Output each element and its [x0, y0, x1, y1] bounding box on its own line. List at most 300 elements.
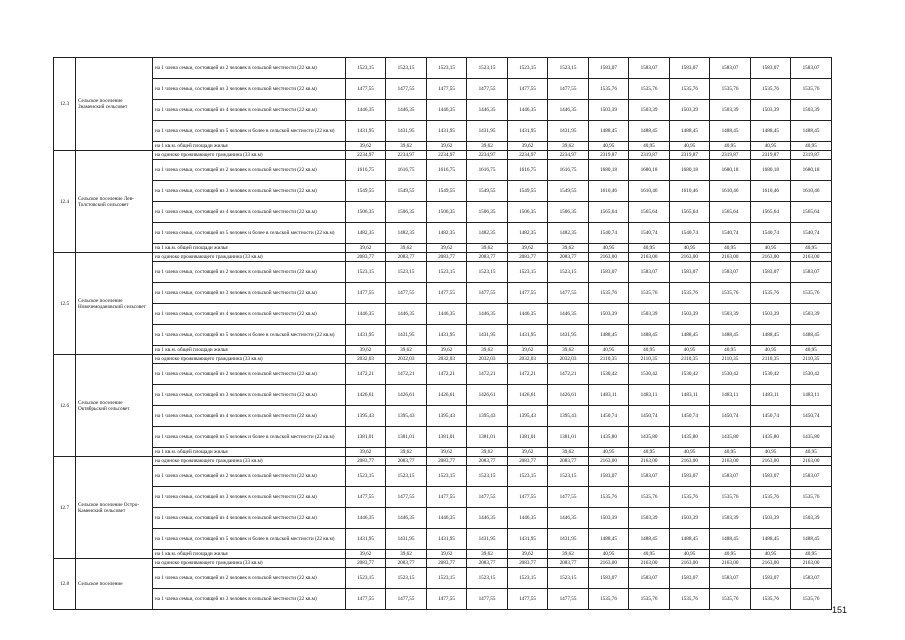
value-cell: 1435,80: [629, 427, 670, 448]
value-cell: 1583,07: [629, 466, 670, 487]
value-cell: 1535,76: [710, 487, 751, 508]
value-cell: 39,62: [346, 550, 386, 559]
value-cell: 1610,46: [670, 181, 710, 202]
value-cell: 2163,00: [791, 457, 832, 466]
value-cell: 1523,15: [508, 58, 548, 79]
value-cell: 1450,74: [670, 406, 710, 427]
table-row: [54, 448, 832, 457]
value-cell: 1477,55: [386, 589, 427, 610]
value-cell: 1535,76: [751, 283, 791, 304]
value-cell: 40,95: [670, 142, 710, 151]
value-cell: 40,95: [751, 142, 791, 151]
row-description: на 1 члена семьи, состоящей из 3 человек в сельской местности (22 кв.м): [153, 487, 346, 508]
value-cell: 1506,35: [427, 202, 467, 223]
value-cell: 1549,55: [467, 181, 508, 202]
value-cell: 1472,21: [548, 364, 589, 385]
row-description: на 1 члена семьи, состоящей из 2 человек в сельской местности (22 кв.м): [153, 58, 346, 79]
value-cell: 1535,76: [629, 589, 670, 610]
value-cell: 1523,15: [508, 466, 548, 487]
value-cell: 1446,35: [427, 508, 467, 529]
value-cell: 40,95: [670, 550, 710, 559]
table-row: [54, 568, 832, 589]
value-cell: 1450,74: [589, 406, 629, 427]
table-row: [54, 253, 832, 262]
tariff-table-page: [53, 57, 832, 610]
value-cell: 1488,45: [791, 529, 832, 550]
value-cell: 1431,95: [508, 529, 548, 550]
value-cell: 2083,77: [548, 457, 589, 466]
value-cell: 1523,15: [467, 568, 508, 589]
value-cell: 1523,15: [346, 466, 386, 487]
value-cell: 1446,35: [386, 100, 427, 121]
value-cell: 1535,76: [670, 589, 710, 610]
value-cell: 1472,21: [346, 364, 386, 385]
value-cell: 1488,45: [589, 529, 629, 550]
value-cell: 2083,77: [386, 253, 427, 262]
value-cell: 1616,75: [467, 160, 508, 181]
table-row: [54, 79, 832, 100]
value-cell: 1523,15: [346, 568, 386, 589]
row-description: на 1 кв.м. общей площади жилья: [153, 550, 346, 559]
value-cell: 1431,95: [467, 529, 508, 550]
district-name: Сельское поселение Новочемодановский сельсовет: [76, 253, 153, 355]
value-cell: 1503,39: [791, 100, 832, 121]
value-cell: 1535,76: [791, 487, 832, 508]
table-row: [54, 142, 832, 151]
value-cell: 1523,15: [427, 568, 467, 589]
value-cell: 1535,76: [710, 79, 751, 100]
value-cell: 2083,77: [427, 253, 467, 262]
value-cell: 2083,77: [386, 559, 427, 568]
value-cell: 1523,15: [427, 262, 467, 283]
value-cell: 1446,35: [467, 508, 508, 529]
value-cell: 1506,35: [467, 202, 508, 223]
value-cell: 1530,42: [589, 364, 629, 385]
value-cell: 1503,39: [710, 304, 751, 325]
value-cell: 1523,15: [427, 58, 467, 79]
value-cell: 1483,11: [710, 385, 751, 406]
table-row: [54, 550, 832, 559]
value-cell: 1477,55: [346, 487, 386, 508]
value-cell: 1488,45: [629, 529, 670, 550]
value-cell: 1472,21: [427, 364, 467, 385]
value-cell: 1446,35: [548, 304, 589, 325]
value-cell: 1446,35: [346, 304, 386, 325]
value-cell: 1477,55: [427, 283, 467, 304]
value-cell: 1549,55: [508, 181, 548, 202]
value-cell: 39,62: [427, 550, 467, 559]
value-cell: 1482,35: [508, 223, 548, 244]
value-cell: 1535,76: [670, 487, 710, 508]
value-cell: 1477,55: [548, 589, 589, 610]
value-cell: 1523,15: [508, 262, 548, 283]
value-cell: 2163,00: [710, 457, 751, 466]
value-cell: 1431,95: [508, 121, 548, 142]
value-cell: 39,62: [548, 550, 589, 559]
value-cell: 39,62: [467, 244, 508, 253]
value-cell: 2319,87: [629, 151, 670, 160]
value-cell: 1446,35: [386, 304, 427, 325]
value-cell: 1503,39: [629, 508, 670, 529]
value-cell: 2163,00: [710, 253, 751, 262]
value-cell: 1503,39: [710, 508, 751, 529]
value-cell: 1523,15: [346, 58, 386, 79]
value-cell: 1535,76: [589, 283, 629, 304]
value-cell: 2163,00: [670, 253, 710, 262]
value-cell: 1523,15: [467, 262, 508, 283]
value-cell: 1680,18: [629, 160, 670, 181]
value-cell: 2110,35: [791, 355, 832, 364]
value-cell: 39,62: [548, 244, 589, 253]
value-cell: 1381,01: [548, 427, 589, 448]
value-cell: 2163,00: [589, 457, 629, 466]
value-cell: 1523,15: [548, 58, 589, 79]
value-cell: 40,95: [710, 550, 751, 559]
value-cell: 2163,00: [710, 559, 751, 568]
value-cell: 1395,43: [467, 406, 508, 427]
value-cell: 40,95: [589, 244, 629, 253]
value-cell: 1435,80: [589, 427, 629, 448]
value-cell: 40,95: [629, 244, 670, 253]
table-body: [54, 58, 832, 610]
value-cell: 1488,45: [670, 529, 710, 550]
value-cell: 1381,01: [427, 427, 467, 448]
row-description: на 1 члена семьи, состоящей из 2 человек в сельской местности (22 кв.м): [153, 364, 346, 385]
value-cell: 39,62: [346, 346, 386, 355]
district-name: Сельское поселение Октябрьский сельсовет: [76, 355, 153, 457]
value-cell: 1583,07: [791, 568, 832, 589]
value-cell: 1426,61: [346, 385, 386, 406]
value-cell: 40,95: [791, 448, 832, 457]
value-cell: 40,95: [629, 448, 670, 457]
table-row: [54, 304, 832, 325]
value-cell: 1549,55: [386, 181, 427, 202]
value-cell: 1549,55: [346, 181, 386, 202]
value-cell: 1395,43: [508, 406, 548, 427]
value-cell: 1616,75: [427, 160, 467, 181]
value-cell: 1431,95: [427, 121, 467, 142]
value-cell: 1535,76: [751, 589, 791, 610]
value-cell: 1435,80: [791, 427, 832, 448]
value-cell: 1431,95: [346, 121, 386, 142]
value-cell: 1530,42: [751, 364, 791, 385]
value-cell: 1482,35: [346, 223, 386, 244]
row-description: на 1 члена семьи, состоящей из 5 человек и более в сельской местности (22 кв.м): [153, 121, 346, 142]
value-cell: 2083,77: [467, 253, 508, 262]
value-cell: 1477,55: [508, 79, 548, 100]
value-cell: 1381,01: [386, 427, 427, 448]
value-cell: 1488,45: [791, 325, 832, 346]
value-cell: 1477,55: [346, 589, 386, 610]
value-cell: 2163,00: [751, 253, 791, 262]
value-cell: 2163,00: [589, 253, 629, 262]
section-code: 12.8: [54, 559, 76, 610]
value-cell: 1503,39: [670, 508, 710, 529]
value-cell: 1535,76: [710, 283, 751, 304]
value-cell: 2110,35: [629, 355, 670, 364]
row-description: на 1 члена семьи, состоящей из 3 человек в сельской местности (22 кв.м): [153, 589, 346, 610]
value-cell: 1477,55: [467, 283, 508, 304]
value-cell: 1523,15: [548, 262, 589, 283]
value-cell: 1482,35: [467, 223, 508, 244]
value-cell: 1426,61: [386, 385, 427, 406]
value-cell: 1680,18: [751, 160, 791, 181]
value-cell: 1523,15: [386, 262, 427, 283]
value-cell: 2319,87: [589, 151, 629, 160]
value-cell: 1503,39: [589, 100, 629, 121]
value-cell: 39,62: [508, 346, 548, 355]
table-row: [54, 559, 832, 568]
value-cell: 1472,21: [508, 364, 548, 385]
value-cell: 2110,35: [589, 355, 629, 364]
value-cell: 39,62: [386, 550, 427, 559]
table-row: [54, 283, 832, 304]
value-cell: 1535,76: [751, 487, 791, 508]
value-cell: 40,95: [751, 550, 791, 559]
row-description: на 1 члена семьи, состоящей из 4 человек в сельской местности (22 кв.м): [153, 304, 346, 325]
value-cell: 40,95: [589, 346, 629, 355]
value-cell: 1565,64: [629, 202, 670, 223]
value-cell: 1583,07: [629, 58, 670, 79]
value-cell: 2032,03: [346, 355, 386, 364]
value-cell: 40,95: [710, 346, 751, 355]
table-row: [54, 385, 832, 406]
value-cell: 1488,45: [751, 529, 791, 550]
value-cell: 2319,87: [791, 151, 832, 160]
value-cell: 1523,15: [548, 466, 589, 487]
value-cell: 1506,35: [386, 202, 427, 223]
value-cell: 1483,11: [629, 385, 670, 406]
value-cell: 1506,35: [548, 202, 589, 223]
value-cell: 1488,45: [710, 325, 751, 346]
value-cell: 1488,45: [670, 121, 710, 142]
value-cell: 2083,77: [386, 457, 427, 466]
value-cell: 2083,77: [467, 457, 508, 466]
value-cell: 1395,43: [427, 406, 467, 427]
table-row: [54, 457, 832, 466]
row-description: на 1 кв.м. общей площади жилья: [153, 142, 346, 151]
value-cell: 1610,46: [589, 181, 629, 202]
value-cell: 2163,00: [751, 559, 791, 568]
value-cell: 1446,35: [508, 304, 548, 325]
value-cell: 1431,95: [467, 121, 508, 142]
value-cell: 1477,55: [386, 79, 427, 100]
value-cell: 1549,55: [427, 181, 467, 202]
value-cell: 1530,42: [670, 364, 710, 385]
value-cell: 1431,95: [548, 325, 589, 346]
value-cell: 2319,87: [710, 151, 751, 160]
value-cell: 2083,77: [548, 253, 589, 262]
row-description: на одиноко проживающего гражданина (33 кв.м): [153, 559, 346, 568]
table-row: [54, 487, 832, 508]
value-cell: 1535,76: [629, 283, 670, 304]
value-cell: 1446,35: [346, 508, 386, 529]
value-cell: 1477,55: [548, 487, 589, 508]
value-cell: 1523,15: [548, 568, 589, 589]
row-description: на одиноко проживающего гражданина (33 кв.м): [153, 457, 346, 466]
row-description: на 1 члена семьи, состоящей из 5 человек и более в сельской местности (22 кв.м): [153, 529, 346, 550]
value-cell: 1477,55: [346, 79, 386, 100]
value-cell: 1477,55: [508, 487, 548, 508]
value-cell: 1426,61: [467, 385, 508, 406]
value-cell: 1583,07: [710, 466, 751, 487]
table-row: [54, 364, 832, 385]
district-name: Сельское поселение Знаменский сельсовет: [76, 58, 153, 151]
row-description: на 1 кв.м. общей площади жилья: [153, 346, 346, 355]
value-cell: 1503,39: [791, 304, 832, 325]
section-code: 12.6: [54, 355, 76, 457]
value-cell: 39,62: [427, 448, 467, 457]
row-description: на 1 члена семьи, состоящей из 5 человек и более в сельской местности (22 кв.м): [153, 223, 346, 244]
value-cell: 1381,01: [346, 427, 386, 448]
value-cell: 1477,55: [508, 283, 548, 304]
value-cell: 1477,55: [427, 487, 467, 508]
value-cell: 1431,95: [427, 529, 467, 550]
value-cell: 2032,03: [386, 355, 427, 364]
value-cell: 1488,45: [670, 325, 710, 346]
value-cell: 39,62: [346, 142, 386, 151]
value-cell: 39,62: [548, 346, 589, 355]
value-cell: 1535,76: [629, 79, 670, 100]
table-row: [54, 325, 832, 346]
value-cell: 39,62: [508, 244, 548, 253]
value-cell: 2234,97: [346, 151, 386, 160]
value-cell: 1549,55: [548, 181, 589, 202]
row-description: на 1 члена семьи, состоящей из 4 человек в сельской местности (22 кв.м): [153, 406, 346, 427]
value-cell: 39,62: [386, 448, 427, 457]
row-description: на 1 члена семьи, состоящей из 3 человек в сельской местности (22 кв.м): [153, 385, 346, 406]
value-cell: 1535,76: [589, 487, 629, 508]
value-cell: 40,95: [751, 244, 791, 253]
value-cell: 1540,74: [629, 223, 670, 244]
value-cell: 1446,35: [427, 100, 467, 121]
section-code: 12.5: [54, 253, 76, 355]
value-cell: 39,62: [508, 142, 548, 151]
value-cell: 1583,07: [629, 262, 670, 283]
value-cell: 1535,76: [710, 589, 751, 610]
value-cell: 2234,97: [548, 151, 589, 160]
table-row: [54, 466, 832, 487]
value-cell: 1535,76: [791, 589, 832, 610]
value-cell: 1583,07: [710, 58, 751, 79]
value-cell: 1488,45: [589, 121, 629, 142]
value-cell: 1610,46: [751, 181, 791, 202]
value-cell: 1503,39: [791, 508, 832, 529]
value-cell: 2083,77: [508, 457, 548, 466]
value-cell: 1583,07: [791, 262, 832, 283]
value-cell: 40,95: [670, 244, 710, 253]
value-cell: 1483,11: [670, 385, 710, 406]
value-cell: 40,95: [791, 346, 832, 355]
value-cell: 1583,07: [670, 568, 710, 589]
value-cell: 1503,39: [710, 100, 751, 121]
value-cell: 2163,00: [791, 559, 832, 568]
value-cell: 1540,74: [751, 223, 791, 244]
district-name: Сельское поселение Остро-Каменский сельсовет: [76, 457, 153, 559]
value-cell: 1583,07: [629, 568, 670, 589]
value-cell: 40,95: [710, 142, 751, 151]
value-cell: 40,95: [710, 448, 751, 457]
value-cell: 39,62: [467, 142, 508, 151]
value-cell: 1431,95: [548, 121, 589, 142]
value-cell: 1540,74: [791, 223, 832, 244]
value-cell: 2083,77: [427, 559, 467, 568]
value-cell: 1583,07: [589, 58, 629, 79]
value-cell: 1503,39: [589, 508, 629, 529]
value-cell: 1488,45: [629, 325, 670, 346]
value-cell: 1523,15: [427, 466, 467, 487]
value-cell: 1680,18: [670, 160, 710, 181]
value-cell: 1523,15: [346, 262, 386, 283]
value-cell: 1540,74: [589, 223, 629, 244]
value-cell: 1583,07: [751, 466, 791, 487]
row-description: на 1 члена семьи, состоящей из 3 человек в сельской местности (22 кв.м): [153, 181, 346, 202]
value-cell: 1446,35: [427, 304, 467, 325]
value-cell: 1488,45: [751, 325, 791, 346]
value-cell: 1426,61: [548, 385, 589, 406]
value-cell: 2319,87: [751, 151, 791, 160]
value-cell: 1450,74: [791, 406, 832, 427]
value-cell: 1680,18: [791, 160, 832, 181]
tariff-table: [53, 57, 832, 610]
value-cell: 1477,55: [427, 79, 467, 100]
value-cell: 1482,35: [427, 223, 467, 244]
value-cell: 40,95: [791, 550, 832, 559]
value-cell: 1523,15: [467, 58, 508, 79]
table-row: [54, 244, 832, 253]
value-cell: 39,62: [508, 550, 548, 559]
value-cell: 1488,45: [710, 529, 751, 550]
value-cell: 1535,76: [589, 589, 629, 610]
value-cell: 1583,07: [751, 262, 791, 283]
value-cell: 2163,00: [751, 457, 791, 466]
value-cell: 2163,00: [791, 253, 832, 262]
value-cell: 2083,77: [508, 253, 548, 262]
value-cell: 1680,18: [589, 160, 629, 181]
value-cell: 1450,74: [710, 406, 751, 427]
value-cell: 39,62: [346, 448, 386, 457]
row-description: на 1 члена семьи, состоящей из 3 человек в сельской местности (22 кв.м): [153, 283, 346, 304]
row-description: на 1 кв.м. общей площади жилья: [153, 448, 346, 457]
value-cell: 1583,07: [670, 262, 710, 283]
value-cell: 1446,35: [467, 304, 508, 325]
value-cell: 39,62: [386, 346, 427, 355]
value-cell: 1583,07: [670, 466, 710, 487]
value-cell: 40,95: [589, 142, 629, 151]
value-cell: 1488,45: [791, 121, 832, 142]
section-code: 12.3: [54, 58, 76, 151]
value-cell: 1446,35: [467, 100, 508, 121]
row-description: на 1 члена семьи, состоящей из 4 человек в сельской местности (22 кв.м): [153, 202, 346, 223]
value-cell: 1503,39: [670, 304, 710, 325]
row-description: на 1 кв.м. общей площади жилья: [153, 244, 346, 253]
value-cell: 40,95: [629, 550, 670, 559]
value-cell: 2163,00: [670, 559, 710, 568]
value-cell: 1426,61: [508, 385, 548, 406]
row-description: на одиноко проживающего гражданина (33 кв.м): [153, 355, 346, 364]
value-cell: 1535,76: [670, 79, 710, 100]
table-row: [54, 58, 832, 79]
row-description: на 1 члена семьи, состоящей из 5 человек и более в сельской местности (22 кв.м): [153, 427, 346, 448]
value-cell: 1503,39: [751, 508, 791, 529]
value-cell: 1565,64: [751, 202, 791, 223]
value-cell: 1446,35: [548, 508, 589, 529]
value-cell: 1583,07: [751, 58, 791, 79]
value-cell: 1565,64: [791, 202, 832, 223]
table-row: [54, 223, 832, 244]
value-cell: 1446,35: [346, 100, 386, 121]
value-cell: 2032,03: [508, 355, 548, 364]
